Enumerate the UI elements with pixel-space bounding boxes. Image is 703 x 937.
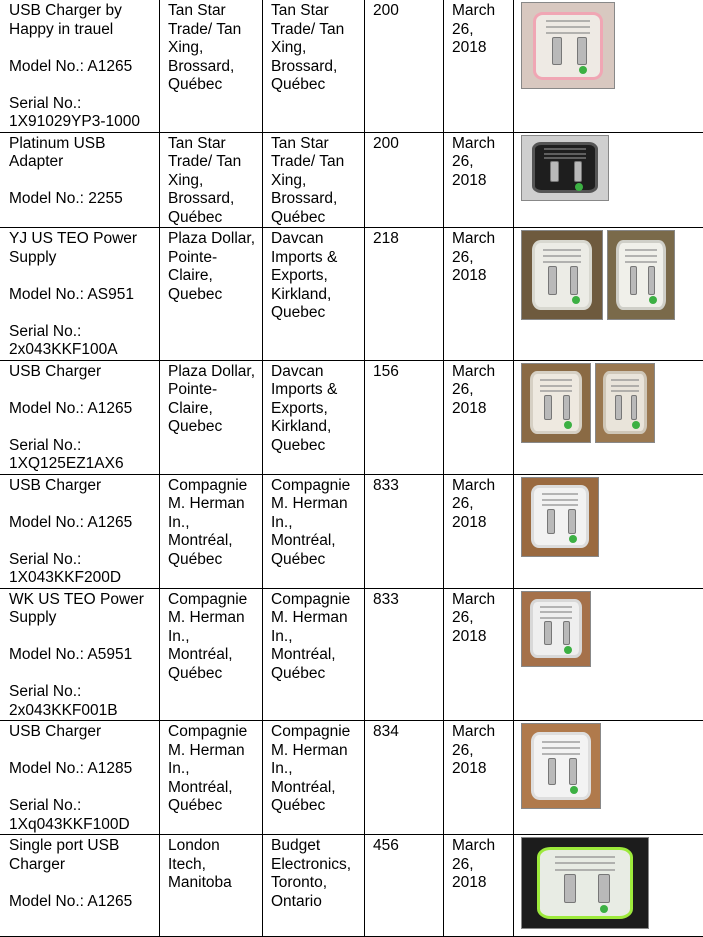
prong — [547, 509, 555, 534]
prong — [563, 395, 570, 420]
charger-photo-front — [521, 230, 603, 320]
label-line — [540, 611, 573, 613]
label-line — [542, 493, 578, 495]
importer-cell: Tan Star Trade/ Tan Xing, Brossard, Québec — [263, 132, 365, 228]
seller-cell: Compagnie M. Herman In., Montréal, Québec — [160, 721, 263, 835]
charger-photo-white — [521, 591, 591, 667]
charger-photo-front — [521, 363, 591, 443]
label-line — [544, 153, 585, 155]
seller-cell: Compagnie M. Herman In., Montréal, Québec — [160, 474, 263, 588]
importer-cell: Budget Electronics, Toronto, Ontario — [263, 835, 365, 937]
photo-cell — [514, 474, 703, 588]
importer-cell: Compagnie M. Herman In., Montréal, Québec — [263, 721, 365, 835]
product-cell — [0, 588, 160, 721]
prong — [563, 621, 570, 645]
photo-cell — [514, 360, 703, 474]
quantity-cell: 200 — [365, 0, 444, 132]
model-number: Model No.: A1265 — [9, 58, 155, 77]
serial-number: Serial No.: 2x043KKF001B — [9, 683, 155, 720]
quantity-cell: 200 — [365, 132, 444, 228]
prong — [544, 621, 551, 645]
prong — [569, 758, 577, 785]
serial-number: Serial No.: 1X91029YP3-1000 — [9, 95, 155, 132]
date-cell: March 26, 2018 — [444, 360, 514, 474]
charger-photo-side — [595, 363, 655, 443]
product-cell — [0, 721, 160, 835]
product-cell — [0, 228, 160, 361]
serial-number: Serial No.: 1Xq043KKF100D — [9, 797, 155, 834]
photo-cell — [514, 721, 703, 835]
product-name: YJ US TEO Power Supply — [9, 230, 155, 267]
seller-cell: Tan Star Trade/ Tan Xing, Brossard, Québec — [160, 0, 263, 132]
table-row — [0, 132, 703, 228]
product-name: USB Charger — [9, 363, 155, 382]
product-name: Platinum USB Adapter — [9, 135, 155, 172]
model-number: Model No.: A1285 — [9, 760, 155, 779]
label-line — [540, 390, 573, 392]
date-cell: March 26, 2018 — [444, 474, 514, 588]
prong — [630, 266, 637, 294]
photo-cell — [514, 132, 703, 228]
certification-dot — [572, 296, 580, 304]
quantity-cell: 156 — [365, 360, 444, 474]
prong — [598, 874, 610, 903]
table-row — [0, 474, 703, 588]
prong — [615, 395, 622, 420]
photo-cell — [514, 835, 703, 937]
table-row — [0, 835, 703, 937]
serial-number: Serial No.: 1XQ125EZ1AX6 — [9, 437, 155, 474]
date-cell: March 26, 2018 — [444, 835, 514, 937]
importer-cell: Davcan Imports & Exports, Kirkland, Quebec — [263, 228, 365, 361]
date-cell: March 26, 2018 — [444, 588, 514, 721]
importer-cell: Tan Star Trade/ Tan Xing, Brossard, Québec — [263, 0, 365, 132]
model-number: Model No.: AS951 — [9, 286, 155, 305]
product-name: Single port USB Charger — [9, 837, 155, 874]
table-row — [0, 228, 703, 361]
certification-dot — [579, 66, 587, 74]
product-name: USB Charger by Happy in trauel — [9, 2, 155, 39]
product-name: USB Charger — [9, 477, 155, 496]
importer-cell: Compagnie M. Herman In., Montréal, Québec — [263, 474, 365, 588]
table-row — [0, 588, 703, 721]
serial-number: Serial No.: 1X043KKF200D — [9, 551, 155, 588]
label-line — [544, 148, 585, 150]
prong — [570, 266, 578, 294]
label-line — [540, 379, 573, 381]
label-line — [625, 261, 657, 263]
label-line — [543, 261, 581, 263]
prong — [648, 266, 655, 294]
prong — [548, 758, 556, 785]
charger-photo-white — [521, 723, 601, 809]
quantity-cell: 218 — [365, 228, 444, 361]
label-line — [542, 747, 579, 749]
prong — [568, 509, 576, 534]
label-line — [540, 606, 573, 608]
label-line — [546, 26, 590, 28]
importer-cell: Davcan Imports & Exports, Kirkland, Quebec — [263, 360, 365, 474]
label-line — [542, 741, 579, 743]
prong — [548, 266, 556, 294]
seller-cell: Plaza Dollar, Pointe-Claire, Quebec — [160, 228, 263, 361]
quantity-cell: 833 — [365, 474, 444, 588]
product-cell — [0, 474, 160, 588]
seller-cell: Tan Star Trade/ Tan Xing, Brossard, Québec — [160, 132, 263, 228]
label-line — [542, 753, 579, 755]
quantity-cell: 456 — [365, 835, 444, 937]
product-cell — [0, 835, 160, 937]
charger-photo-black — [521, 135, 609, 201]
label-line — [540, 617, 573, 619]
charger-photo-pink — [521, 2, 615, 89]
date-cell: March 26, 2018 — [444, 132, 514, 228]
quantity-cell: 834 — [365, 721, 444, 835]
prong — [544, 395, 551, 420]
product-cell — [0, 0, 160, 132]
label-line — [625, 255, 657, 257]
label-line — [555, 856, 615, 858]
prong — [631, 395, 638, 420]
certification-dot — [600, 905, 608, 913]
model-number: Model No.: A1265 — [9, 400, 155, 419]
prong — [552, 37, 561, 65]
seller-cell: Plaza Dollar, Pointe-Claire, Quebec — [160, 360, 263, 474]
product-cell — [0, 360, 160, 474]
date-cell: March 26, 2018 — [444, 0, 514, 132]
label-line — [540, 385, 573, 387]
certification-dot — [649, 296, 657, 304]
charger-photo-white — [521, 477, 599, 557]
label-line — [611, 390, 639, 392]
model-number: Model No.: A1265 — [9, 514, 155, 533]
quantity-cell: 833 — [365, 588, 444, 721]
date-cell: March 26, 2018 — [444, 228, 514, 361]
charger-photo-green — [521, 837, 649, 929]
label-line — [544, 157, 585, 159]
label-line — [546, 32, 590, 34]
label-line — [611, 379, 639, 381]
date-cell: March 26, 2018 — [444, 721, 514, 835]
serial-number: Serial No.: 2x043KKF100A — [9, 323, 155, 360]
photo-cell — [514, 0, 703, 132]
label-line — [543, 255, 581, 257]
photo-cell — [514, 228, 703, 361]
label-line — [611, 385, 639, 387]
model-number: Model No.: 2255 — [9, 190, 155, 209]
photo-cell — [514, 588, 703, 721]
label-line — [543, 249, 581, 251]
product-name: WK US TEO Power Supply — [9, 591, 155, 628]
label-line — [555, 862, 615, 864]
charger-photo-side — [607, 230, 675, 320]
product-name: USB Charger — [9, 723, 155, 742]
importer-cell: Compagnie M. Herman In., Montréal, Québec — [263, 588, 365, 721]
prong — [564, 874, 576, 903]
prong — [550, 161, 559, 182]
model-number: Model No.: A1265 — [9, 893, 155, 912]
model-number: Model No.: A5951 — [9, 646, 155, 665]
prong — [577, 37, 586, 65]
seller-cell: Compagnie M. Herman In., Montréal, Québec — [160, 588, 263, 721]
table-row — [0, 0, 703, 132]
seller-cell: London Itech, Manitoba — [160, 835, 263, 937]
label-line — [546, 20, 590, 22]
label-line — [625, 249, 657, 251]
product-cell — [0, 132, 160, 228]
label-line — [542, 504, 578, 506]
label-line — [542, 499, 578, 501]
label-line — [555, 869, 615, 871]
table-row — [0, 721, 703, 835]
prong — [574, 161, 583, 182]
table-row — [0, 360, 703, 474]
